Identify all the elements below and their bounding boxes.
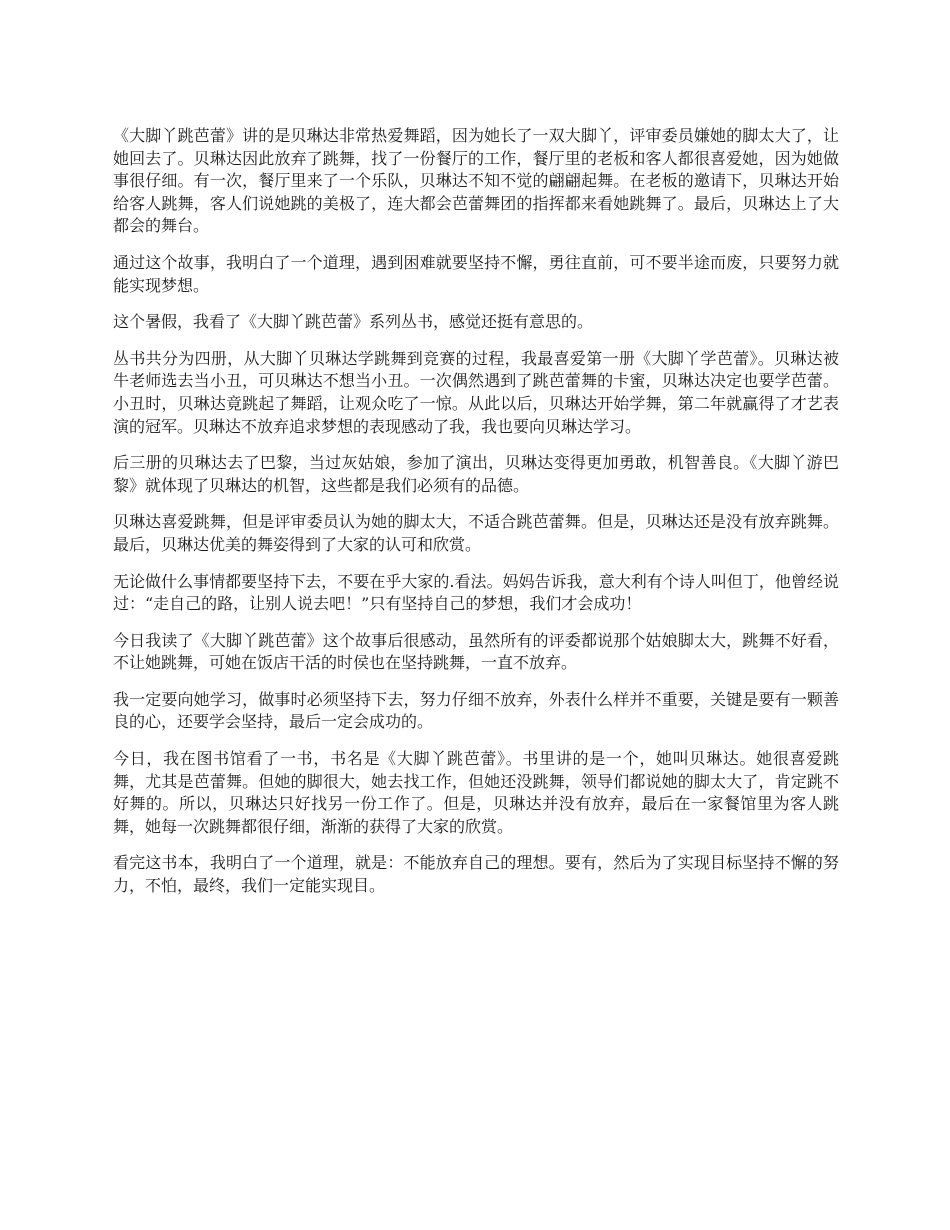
paragraph-5: 后三册的贝琳达去了巴黎，当过灰姑娘，参加了演出，贝琳达变得更加勇敢，机智善良。《大脚丫游巴黎》就体现了贝琳达的机智，这些都是我们必须有的品德。 [113, 453, 839, 495]
paragraph-3: 这个暑假，我看了《大脚丫跳芭蕾》系列丛书，感觉还挺有意思的。 [113, 312, 594, 332]
paragraph-11: 看完这书本，我明白了一个道理，就是：不能放弃自己的理想。要有，然后为了实现目标坚持不懈的努力，不怕，最终，我们一定能实现目。 [113, 853, 839, 896]
paragraph-9: 我一定要向她学习，做事时必须坚持下去，努力仔细不放弃，外表什么样并不重要，关键是要有一颗善良的心，还要学会坚持，最后一定会成功的。 [113, 689, 839, 732]
paragraph-1: 《大脚丫跳芭蕾》讲的是贝琳达非常热爱舞蹈，因为她长了一双大脚丫，评审委员嫌她的脚太大了，让她回去了。贝琳达因此放弃了跳舞，找了一份餐厅的工作，餐厅里的老板和客人都很喜爱她，因为她做事很仔细。有一次，餐厅里来了一个乐队，贝琳达不知不觉的翩翩起舞。在老板的邀请下，贝琳达开始给客人跳舞，客人们说她跳的美极了，连大都会芭蕾舞团的指挥都来看她跳舞了。最后，贝琳达上了大都会的舞台。 [113, 126, 839, 236]
document-body [113, 125, 839, 912]
paragraph-8: 今日我读了《大脚丫跳芭蕾》这个故事后很感动，虽然所有的评委都说那个姑娘脚太大，跳舞不好看，不让她跳舞，可她在饭店干活的时侯也在坚持跳舞，一直不放弃。 [113, 630, 839, 673]
paragraph-7: 无论做什么事情都要坚持下去，不要在乎大家的.看法。妈妈告诉我，意大利有个诗人叫但丁，他曾经说过：“走自己的路，让别人说去吧！”只有坚持自己的梦想，我们才会成功！ [113, 571, 839, 614]
paragraph-10: 今日，我在图书馆看了一书，书名是《大脚丫跳芭蕾》。书里讲的是一个，她叫贝琳达。她很喜爱跳舞，尤其是芭蕾舞。但她的脚很大，她去找工作，但她还没跳舞，领导们都说她的脚太大了，肯定跳不好舞的。所以，贝琳达只好找另一份工作了。但是，贝琳达并没有放弃，最后在一家餐馆里为客人跳舞，她每一次跳舞都很仔细，渐渐的获得了大家的欣赏。 [113, 749, 839, 836]
paragraph-6: 贝琳达喜爱跳舞，但是评审委员认为她的脚太大，不适合跳芭蕾舞。但是，贝琳达还是没有放弃跳舞。最后，贝琳达优美的舞姿得到了大家的认可和欣赏。 [113, 512, 839, 554]
paragraph-4: 丛书共分为四册，从大脚丫贝琳达学跳舞到竞赛的过程，我最喜爱第一册《大脚丫学芭蕾》。贝琳达被牛老师选去当小丑，可贝琳达不想当小丑。一次偶然遇到了跳芭蕾舞的卡蜜，贝琳达决定也要学芭蕾。小丑时，贝琳达竟跳起了舞蹈，让观众吃了一惊。从此以后，贝琳达开始学舞，第二年就赢得了才艺表演的冠军。贝琳达不放弃追求梦想的表现感动了我，我也要向贝琳达学习。 [113, 348, 839, 436]
paragraph-2: 通过这个故事，我明白了一个道理，遇到困难就要坚持不懈，勇往直前，可不要半途而废，只要努力就能实现梦想。 [113, 252, 839, 295]
